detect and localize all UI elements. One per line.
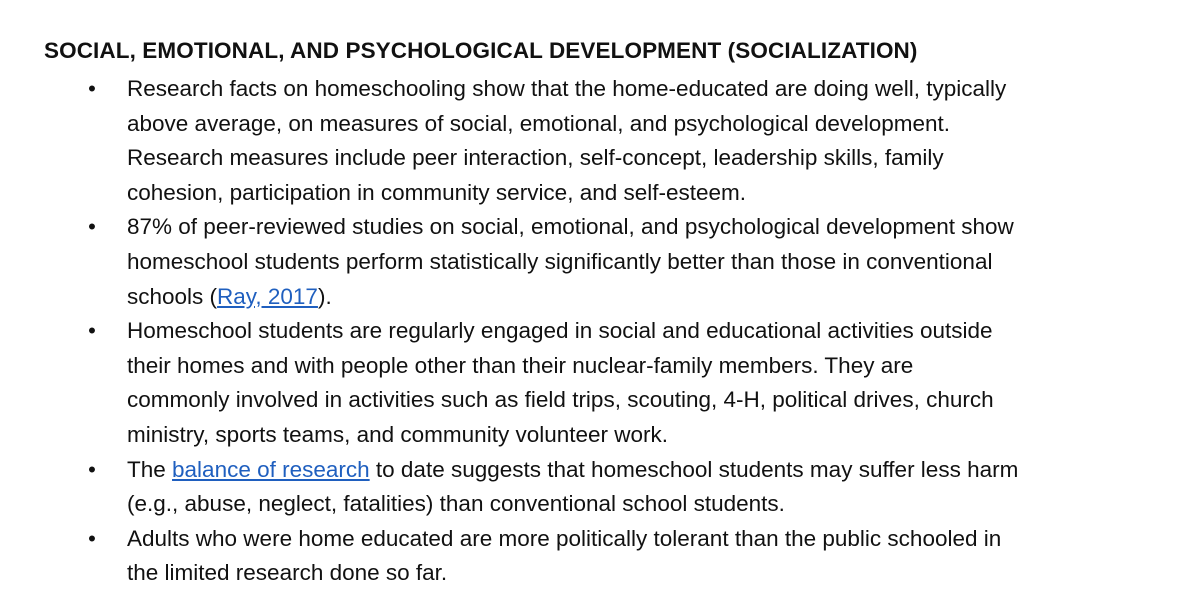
text-line	[127, 453, 1160, 488]
bullet-icon: •	[88, 76, 96, 101]
list-item	[0, 72, 1200, 210]
text-segment: The	[127, 456, 173, 482]
list-item	[0, 453, 1200, 522]
text-line: Research measures include peer interaction, self-concept, leadership skills, family	[127, 145, 944, 171]
text-line: Research facts on homeschooling show that the home-educated are doing well, typically	[127, 76, 1007, 101]
text-line: commonly involved in activities such as field trips, scouting, 4-H, political drives, church	[127, 387, 994, 413]
bullet-icon: •	[88, 525, 96, 551]
text-line: above average, on measures of social, emotional, and psychological development.	[127, 110, 950, 136]
text-line: ministry, sports teams, and community volunteer work.	[127, 421, 669, 447]
list-item	[0, 522, 1200, 591]
bullet-icon: •	[88, 318, 96, 344]
text-segment: ).	[317, 283, 332, 309]
text-line: 87% of peer-reviewed studies on social, emotional, and psychological development show	[127, 214, 1014, 240]
text-line	[127, 280, 1160, 315]
text-line: (e.g., abuse, neglect, fatalities) than conventional school students.	[127, 491, 785, 517]
bullet-icon: •	[88, 456, 96, 482]
ray-2017-link[interactable]: Ray, 2017	[217, 283, 318, 309]
text-segment: to date suggests that homeschool students may suffer less harm	[369, 456, 1019, 482]
bullet-list	[0, 72, 1200, 591]
balance-of-research-link[interactable]: balance of research	[172, 456, 370, 482]
text-line: homeschool students perform statistically significantly better than those in conventional	[127, 248, 993, 274]
text-segment: schools (	[127, 283, 218, 309]
text-line: Homeschool students are regularly engaged in social and educational activities outside	[127, 318, 993, 344]
text-line: their homes and with people other than their nuclear-family members. They are	[127, 352, 914, 378]
section-heading: SOCIAL, EMOTIONAL, AND PSYCHOLOGICAL DEVELOPMENT (SOCIALIZATION)	[44, 38, 918, 63]
text-line: Adults who were home educated are more politically tolerant than the public schooled in	[127, 525, 1002, 551]
text-line: cohesion, participation in community service, and self-esteem.	[127, 179, 747, 205]
text-line: the limited research done so far.	[127, 560, 448, 586]
list-item	[0, 210, 1200, 314]
bullet-icon: •	[88, 214, 96, 240]
list-item	[0, 314, 1200, 452]
